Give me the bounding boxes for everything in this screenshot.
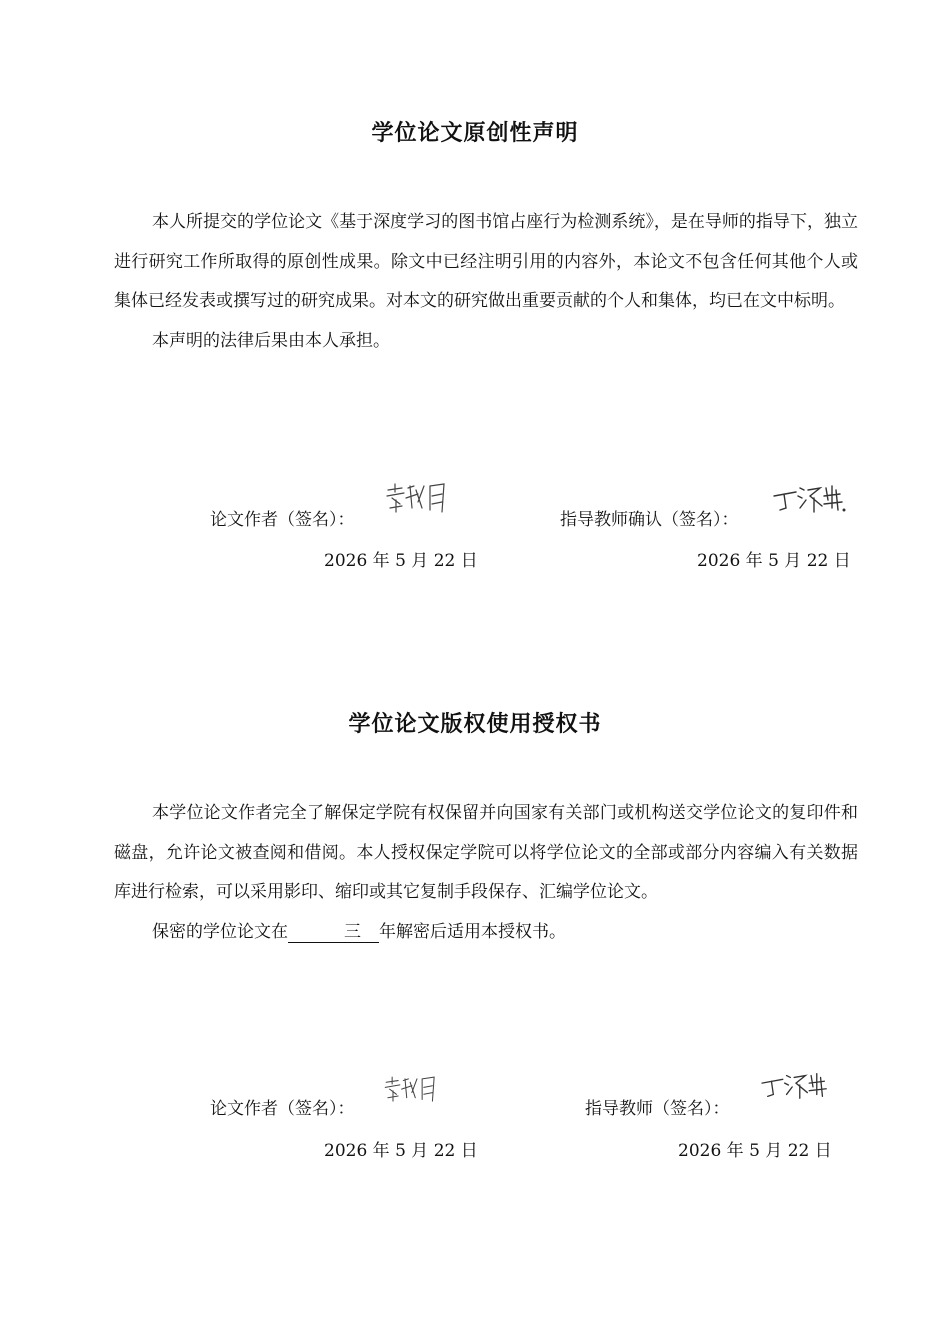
secrecy-years: 三: [288, 922, 379, 943]
secrecy-prefix: 保密的学位论文在: [152, 921, 288, 942]
copyright-secrecy-line: [114, 913, 858, 953]
originality-advisor-label: 指导教师确认（签名）：: [560, 510, 739, 530]
originality-paragraph-2: 本声明的法律后果由本人承担。: [152, 330, 390, 351]
copyright-author-date: 2026 年 5 月 22 日: [324, 1141, 478, 1161]
copyright-body: [114, 794, 858, 952]
copyright-advisor-label: 指导教师（签名）：: [585, 1099, 730, 1119]
copyright-advisor-date: 2026 年 5 月 22 日: [678, 1141, 832, 1161]
originality-author-date: 2026 年 5 月 22 日: [324, 551, 478, 571]
copyright-title: 学位论文版权使用授权书: [348, 712, 602, 737]
advisor-signature-icon: [758, 1068, 834, 1102]
originality-advisor-date: 2026 年 5 月 22 日: [697, 551, 851, 571]
originality-paragraph-1: 本人所提交的学位论文《基于深度学习的图书馆占座行为检测系统》，是在导师的指导下，独立进行研究工作所取得的原创性成果。除文中已经注明引用的内容外，本论文不包含任何其他个人或集体已经发表或撰写过的研究成果。对本文的研究做出重要贡献的个人和集体，均已在文中标明。: [114, 212, 858, 311]
originality-body: [114, 203, 858, 361]
originality-author-label: 论文作者（签名）：: [210, 510, 355, 530]
copyright-author-label: 论文作者（签名）：: [210, 1099, 355, 1119]
advisor-signature-icon: [770, 480, 850, 516]
originality-title: 学位论文原创性声明: [371, 121, 579, 146]
secrecy-suffix: 年解密后适用本授权书。: [379, 921, 566, 942]
author-signature-icon: [380, 1072, 442, 1108]
author-signature-icon: [382, 478, 452, 520]
copyright-paragraph-1: 本学位论文作者完全了解保定学院有权保留并向国家有关部门或机构送交学位论文的复印件和磁盘，允许论文被查阅和借阅。本人授权保定学院可以将学位论文的全部或部分内容编入有关数据库进行检索，可以采用影印、缩印或其它复制手段保存、汇编学位论文。: [114, 803, 858, 902]
